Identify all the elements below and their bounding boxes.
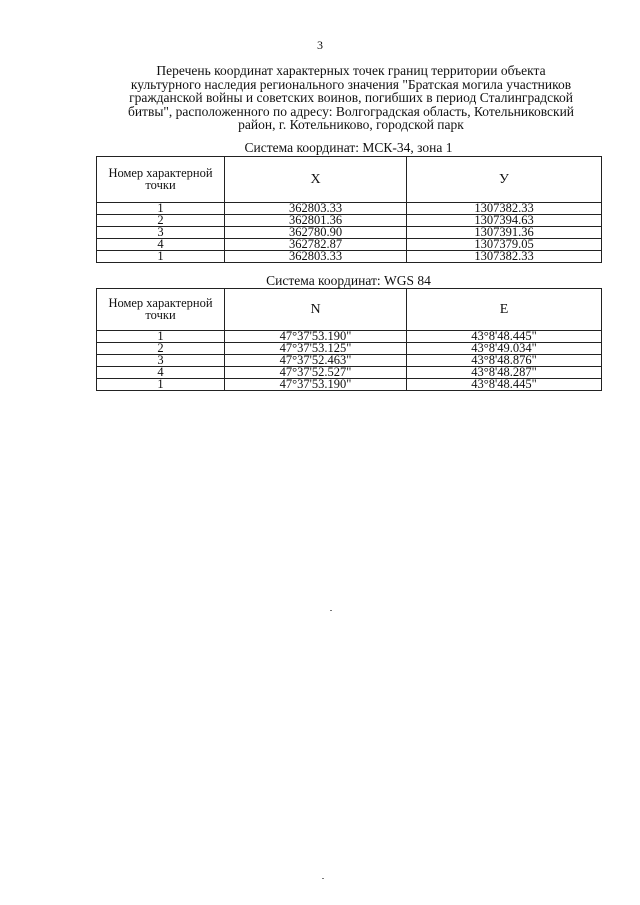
table-row (97, 251, 602, 263)
table-row (97, 203, 602, 215)
document-heading (96, 64, 606, 132)
table-row (97, 215, 602, 227)
column-header-x: X (225, 157, 407, 203)
point-number-cell: 1 (97, 331, 225, 343)
column-header-n: N (225, 289, 407, 331)
x-cell: 362803.33 (225, 203, 407, 215)
point-number-cell: 1 (97, 379, 225, 391)
point-number-cell: 1 (97, 203, 225, 215)
table-row (97, 343, 602, 355)
page-number: 3 (317, 38, 323, 52)
longitude-cell: 43°8'48.445" (407, 379, 602, 391)
heading-line: гражданской войны и советских воинов, погибших в период Сталинградской (129, 90, 573, 105)
scan-speck (330, 610, 332, 611)
y-cell: 1307394.63 (407, 215, 602, 227)
latitude-cell: 47°37'52.463" (225, 355, 407, 367)
point-number-cell: 2 (97, 215, 225, 227)
y-cell: 1307379.05 (407, 239, 602, 251)
x-cell: 362801.36 (225, 215, 407, 227)
table-caption-wgs84: Система координат: WGS 84 (266, 273, 431, 288)
y-cell: 1307382.33 (407, 251, 602, 263)
point-number-cell: 4 (97, 367, 225, 379)
heading-line: Перечень координат характерных точек границ территории объекта (156, 63, 546, 78)
table-row (97, 367, 602, 379)
x-cell: 362803.33 (225, 251, 407, 263)
column-header-point-number: Номер характерной точки (97, 289, 225, 331)
table-row (97, 239, 602, 251)
heading-line: район, г. Котельниково, городской парк (238, 117, 464, 132)
point-number-cell: 4 (97, 239, 225, 251)
heading-line: битвы", расположенного по адресу: Волгоградская область, Котельниковский (127, 103, 575, 119)
coordinates-table-msk34 (96, 156, 602, 263)
longitude-cell: 43°8'48.445" (407, 331, 602, 343)
y-cell: 1307382.33 (407, 203, 602, 215)
table-header-row (97, 157, 602, 203)
scan-speck (322, 878, 324, 879)
latitude-cell: 47°37'53.125" (225, 343, 407, 355)
column-header-y: У (407, 157, 602, 203)
table-caption-msk34: Система координат: МСК-34, зона 1 (244, 140, 453, 155)
point-number-cell: 3 (97, 227, 225, 239)
longitude-cell: 43°8'49.034" (407, 343, 602, 355)
table-header-row (97, 289, 602, 331)
column-header-point-number: Номер характерной точки (97, 157, 225, 203)
table-row (97, 355, 602, 367)
latitude-cell: 47°37'52.527" (225, 367, 407, 379)
point-number-cell: 1 (97, 251, 225, 263)
table-row (97, 379, 602, 391)
longitude-cell: 43°8'48.287" (407, 367, 602, 379)
table-row (97, 331, 602, 343)
longitude-cell: 43°8'48.876" (407, 355, 602, 367)
x-cell: 362782.87 (225, 239, 407, 251)
x-cell: 362780.90 (225, 227, 407, 239)
y-cell: 1307391.36 (407, 227, 602, 239)
column-header-e: E (407, 289, 602, 331)
heading-line: культурного наследия регионального значения "Братская могила участников (130, 76, 572, 92)
point-number-cell: 3 (97, 355, 225, 367)
table-row (97, 227, 602, 239)
coordinates-table-wgs84 (96, 288, 602, 391)
point-number-cell: 2 (97, 343, 225, 355)
latitude-cell: 47°37'53.190" (225, 331, 407, 343)
latitude-cell: 47°37'53.190" (225, 379, 407, 391)
